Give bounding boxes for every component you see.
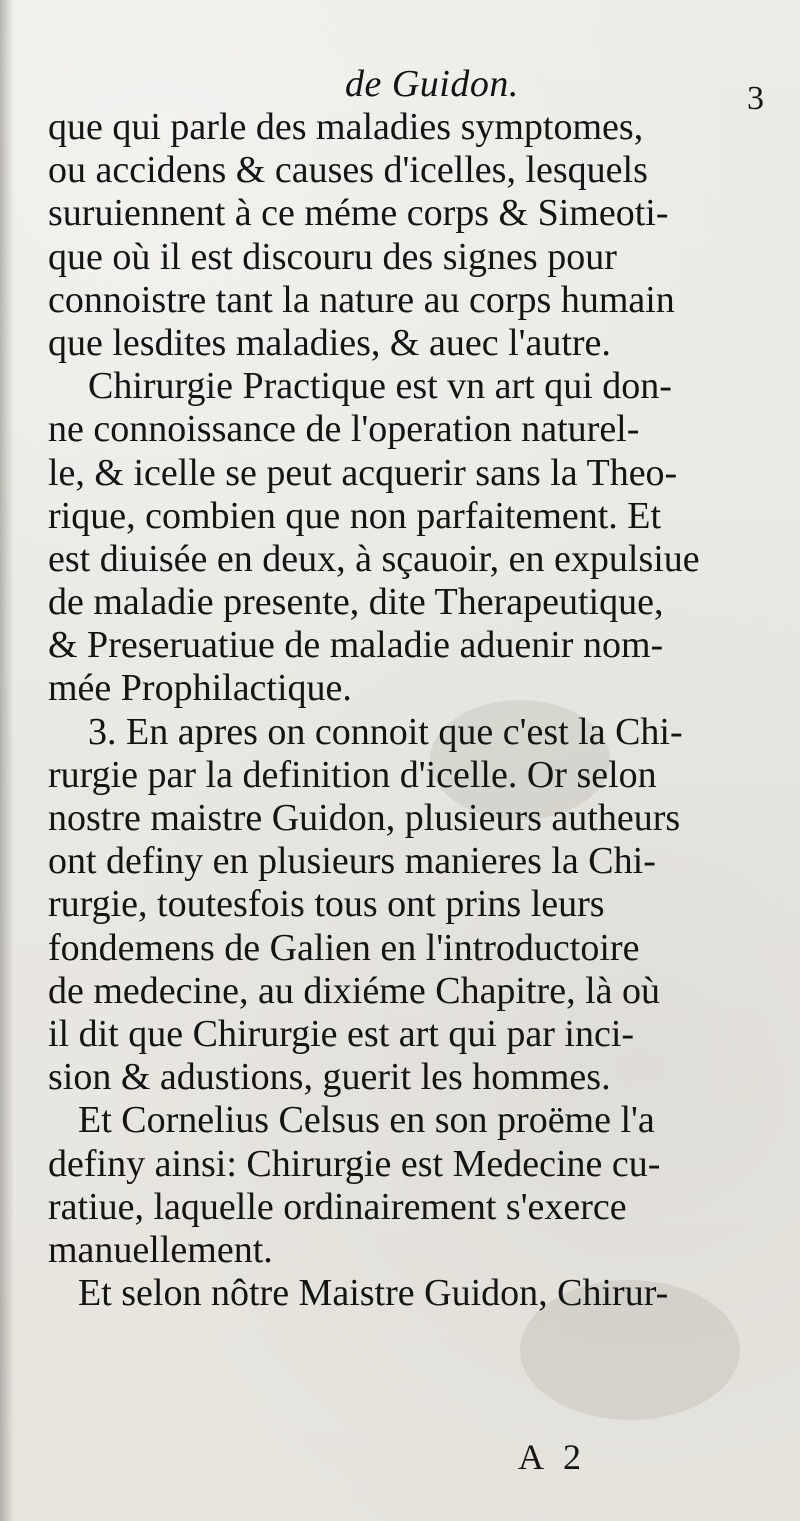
paragraph-start-line: Et Cornelius Celsus en son proëme l'a (78, 1099, 655, 1142)
text-line: sion & adustions, guerit les hommes. (48, 1056, 611, 1099)
signature-mark: A 2 (518, 1437, 588, 1477)
text-line: il dit que Chirurgie est art qui par inci- (48, 1012, 635, 1055)
text-line: ne connoissance de l'operation naturel- (48, 408, 640, 451)
text-line: definy ainsi: Chirurgie est Medecine cu- (48, 1142, 661, 1185)
text-line: fondemens de Galien en l'introductoire (48, 926, 640, 969)
running-head: de Guidon. (345, 63, 519, 105)
text-line: rique, combien que non parfaitement. Et (48, 494, 662, 537)
paragraph-start-line: Chirurgie Practique est vn art qui don- (88, 365, 672, 408)
text-line: connoistre tant la nature au corps humain (48, 278, 675, 321)
body-text (48, 106, 768, 1315)
page-gutter-shadow (0, 0, 14, 1521)
text-line: de medecine, au dixiéme Chapitre, là où (48, 969, 660, 1012)
page-number: 3 (747, 80, 764, 117)
text-line: suruiennent à ce méme corps & Simeoti- (48, 192, 669, 235)
text-line: & Preseruatiue de maladie aduenir nom- (48, 624, 664, 667)
text-line: ont definy en plusieurs manieres la Chi- (48, 840, 656, 883)
text-line: rurgie, toutesfois tous ont prins leurs (48, 883, 605, 926)
paragraph-start-line: 3. En apres on connoit que c'est la Chi- (88, 710, 683, 753)
text-line: le, & icelle se peut acquerir sans la Theo- (48, 451, 678, 494)
paragraph-start-line: Et selon nôtre Maistre Guidon, Chirur- (78, 1272, 669, 1315)
text-line: rurgie par la definition d'icelle. Or selon (48, 753, 657, 796)
text-line: manuellement. (48, 1228, 273, 1271)
text-line: est diuisée en deux, à sçauoir, en expulsiue (48, 537, 700, 580)
text-line: ou accidens & causes d'icelles, lesquels (48, 149, 648, 192)
text-line: que qui parle des maladies symptomes, (48, 106, 644, 148)
text-line: mée Prophilactique. (48, 667, 352, 710)
text-line: de maladie presente, dite Therapeutique, (48, 581, 664, 624)
text-line: que où il est discouru des signes pour (48, 235, 617, 278)
text-line: ratiue, laquelle ordinairement s'exerce (48, 1185, 627, 1228)
text-line: que lesdites maladies, & auec l'autre. (48, 321, 611, 364)
text-line: nostre maistre Guidon, plusieurs autheurs (48, 797, 681, 839)
